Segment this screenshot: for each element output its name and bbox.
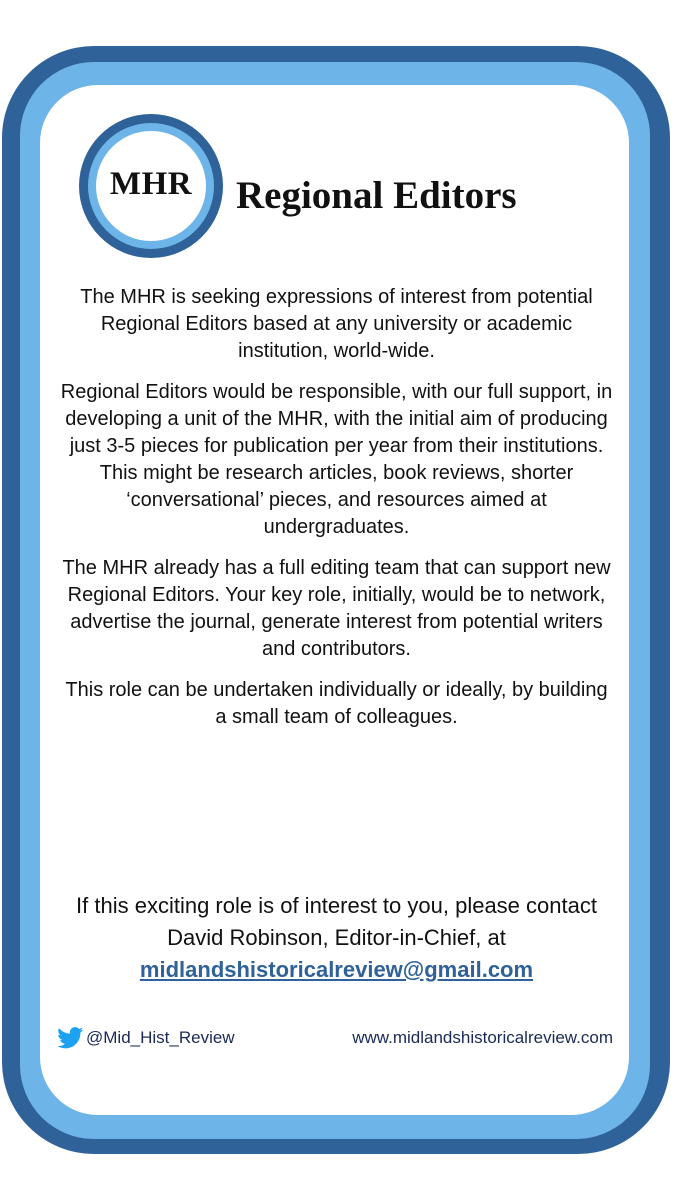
paragraph-intro: The MHR is seeking expressions of interest from potential Regional Editors based at any university or academic institution, world-wide. bbox=[80, 286, 593, 362]
contact-section bbox=[60, 890, 613, 986]
body-copy bbox=[60, 284, 613, 745]
paragraph-key-role: The MHR already has a full editing team that can support new Regional Editors. Your key role, initially, would be to network, advertise the journal, generate interest from potential writers and contributors. bbox=[62, 557, 611, 660]
email-link[interactable]: midlandshistoricalreview@gmail.com bbox=[139, 957, 534, 982]
twitter-handle: @Mid_Hist_Review bbox=[86, 1028, 235, 1047]
twitter-link[interactable] bbox=[57, 1026, 235, 1050]
footer bbox=[57, 1024, 622, 1054]
logo-badge bbox=[96, 131, 206, 241]
twitter-bird-icon bbox=[57, 1027, 84, 1049]
contact-text: If this exciting role is of interest to you, please contact David Robinson, Editor-in-Chief, at bbox=[76, 893, 597, 950]
logo-text: MHR bbox=[109, 165, 193, 202]
website-link[interactable]: www.midlandshistoricalreview.com bbox=[352, 1028, 613, 1047]
page-title: Regional Editors bbox=[236, 174, 517, 217]
paragraph-team: This role can be undertaken individually or ideally, by building a small team of colleagues. bbox=[65, 679, 608, 728]
paragraph-responsibilities: Regional Editors would be responsible, with our full support, in developing a unit of the MHR, with the initial aim of producing just 3-5 pieces for publication per year from their institutions. This might be research articles, book reviews, shorter ‘conversational’ pieces, and resources aimed at undergraduates. bbox=[60, 381, 613, 538]
